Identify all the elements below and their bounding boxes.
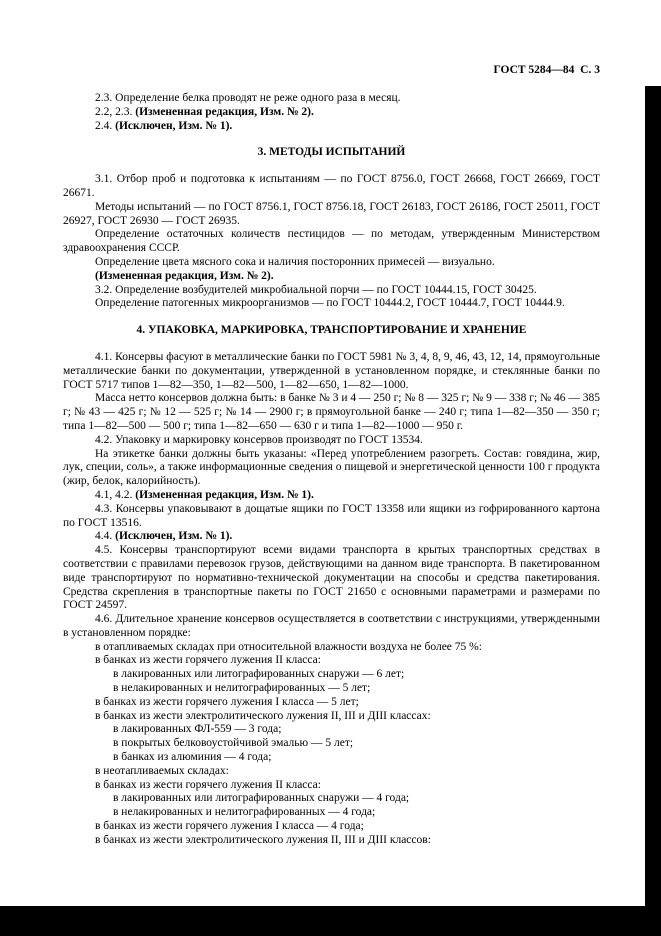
list-item xyxy=(95,696,600,710)
text-run: 4.6. Длительное хранение консервов осуществляется в соответствии с инструкциями, утвержденными в установленном порядке: xyxy=(63,613,600,639)
list-item xyxy=(95,834,600,848)
text-run: в банках из жести горячего лужения I класса — 5 лет; xyxy=(95,695,359,708)
paragraph xyxy=(63,503,600,531)
text-run: в лакированных ФЛ-559 — 3 года; xyxy=(113,723,282,736)
text-run: Методы испытаний — по ГОСТ 8756.1, ГОСТ 8756.18, ГОСТ 26183, ГОСТ 26186, ГОСТ 25011, ГОСТ 26927, ГОСТ 26930 — ГОСТ 26935. xyxy=(63,200,600,227)
paragraph xyxy=(63,351,600,392)
paragraph xyxy=(63,297,600,311)
text-run: Определение цвета мясного сока и наличия посторонних примесей — визуально. xyxy=(95,255,495,268)
text-run: Определение остаточных количеств пестицидов — по методам, утвержденным Министерством здравоохранения СССР. xyxy=(63,228,600,255)
list-item-sub xyxy=(113,806,600,820)
paragraph xyxy=(63,92,600,106)
document-body xyxy=(63,92,600,848)
section-heading xyxy=(63,324,600,338)
paragraph xyxy=(63,228,600,256)
text-run: 4.4. xyxy=(95,530,116,543)
list-item xyxy=(95,765,600,779)
text-run: в банках из жести электролитического лужения II, III и ДIII классов: xyxy=(95,833,431,846)
text-run: 2.4. xyxy=(95,119,116,132)
text-run-bold: (Исключен, Изм. № 1). xyxy=(115,530,233,543)
scan-edge-right xyxy=(645,86,661,936)
paragraph xyxy=(63,530,600,544)
paragraph xyxy=(63,256,600,270)
text-run: в нелакированных и нелитографированных — 4 года; xyxy=(113,806,376,819)
section-heading xyxy=(63,146,600,160)
list-item-sub xyxy=(113,668,600,682)
paragraph xyxy=(63,201,600,229)
text-run: 4.2. Упаковку и маркировку консервов производят по ГОСТ 13534. xyxy=(95,433,423,446)
text-run: в нелакированных и нелитографированных — 5 лет; xyxy=(113,682,371,695)
text-run-bold: (Исключен, Изм. № 1). xyxy=(115,119,233,132)
text-run: Масса нетто консервов должна быть: в банке № 3 и 4 — 250 г; № 8 — 325 г; № 9 — 338 г; № 46 — 385 г; № 43 — 425 г; № 12 — 525 г; № 14 — 2900 г; в прямоугольной банке — 240 г; типа 1—82—350 — 350 г; типа 1—82—500 — 500 г; типа 1—82—650 — 630 г и типа 1—82—1000 — 950 г. xyxy=(63,392,600,432)
text-run: в банках из алюминия — 4 года; xyxy=(113,751,272,764)
text-run: 2.2, 2.3. xyxy=(95,105,136,118)
text-run: 4.1. Консервы фасуют в металлические банки по ГОСТ 5981 № 3, 4, 8, 9, 46, 43, 12, 14, прямоугольные металлические банки по документации, утвержденной в установленном порядке, и стеклянные банки по ГОСТ 5717 типов 1—82—350, 1—82—500, 1—82—650, 1—82—1000. xyxy=(63,350,600,391)
text-run-bold: (Измененная редакция, Изм. № 2). xyxy=(95,269,274,282)
paragraph xyxy=(63,173,600,201)
list-item xyxy=(95,654,600,668)
paragraph xyxy=(63,544,600,613)
text-run: в неотапливаемых складах: xyxy=(95,764,229,777)
text-run: в банках из жести горячего лужения I класса — 4 года; xyxy=(95,820,364,833)
text-run: в лакированных или литографированных снаружи — 4 года; xyxy=(113,792,410,805)
scan-edge-bottom xyxy=(0,906,661,936)
text-run-bold: 3. МЕТОДЫ ИСПЫТАНИЙ xyxy=(257,146,406,159)
paragraph xyxy=(63,434,600,448)
paragraph xyxy=(63,392,600,433)
list-item-sub xyxy=(113,723,600,737)
list-item-sub xyxy=(113,792,600,806)
text-run: 2.3. Определение белка проводят не реже одного раза в месяц. xyxy=(95,92,401,104)
page-header: ГОСТ 5284—84 С. 3 xyxy=(493,64,600,76)
list-item xyxy=(95,820,600,834)
text-run: в банках из жести горячего лужения II класса: xyxy=(95,778,321,791)
text-run: в покрытых белковоустойчивой эмалью — 5 лет; xyxy=(113,737,354,750)
text-run: 3.2. Определение возбудителей микробиальной порчи — по ГОСТ 10444.15, ГОСТ 30425. xyxy=(95,283,537,296)
list-item xyxy=(95,641,600,655)
list-item-sub xyxy=(113,682,600,696)
paragraph xyxy=(63,120,600,134)
paragraph xyxy=(63,489,600,503)
text-run-bold: 4. УПАКОВКА, МАРКИРОВКА, ТРАНСПОРТИРОВАНИЕ И ХРАНЕНИЕ xyxy=(136,324,527,337)
text-run: На этикетке банки должны быть указаны: «Перед употреблением разогреть. Состав: говядина, жир, лук, специи, соль», а также информационные сведения о пищевой и энергетической ценности 100 г продукта (жир, белок, калорийность). xyxy=(63,447,600,488)
text-run-bold: (Измененная редакция, Изм. № 2). xyxy=(135,105,314,118)
text-run-bold: (Измененная редакция, Изм. № 1). xyxy=(135,488,314,501)
text-run: в отапливаемых складах при относительной влажности воздуха не более 75 %: xyxy=(95,640,482,653)
text-run: 4.1, 4.2. xyxy=(95,488,136,501)
text-run: в лакированных или литографированных снаружи — 6 лет; xyxy=(113,668,405,681)
paragraph xyxy=(63,270,600,284)
paragraph xyxy=(63,613,600,641)
paragraph xyxy=(63,284,600,298)
text-run: 3.1. Отбор проб и подготовка к испытаниям — по ГОСТ 8756.0, ГОСТ 26668, ГОСТ 26669, ГОСТ 26671. xyxy=(63,173,600,199)
list-item xyxy=(95,779,600,793)
list-item-sub xyxy=(113,751,600,765)
text-run: 4.3. Консервы упаковывают в дощатые ящики по ГОСТ 13358 или ящики из гофрированного картона по ГОСТ 13516. xyxy=(63,502,600,529)
list-item-sub xyxy=(113,737,600,751)
paragraph xyxy=(63,106,600,120)
text-run: 4.5. Консервы транспортируют всеми видами транспорта в крытых транспортных средствах в соответствии с правилами перевозок грузов, действующими на данном виде транспорта. В пакетированном виде транспортируют по нормативно-технической документации на способы и средства пакетирования. Средства скрепления в транспортные пакеты по ГОСТ 21650 с основными параметрами и размерами по ГОСТ 24597. xyxy=(63,544,600,612)
text-run: в банках из жести горячего лужения II класса: xyxy=(95,654,321,667)
list-item xyxy=(95,710,600,724)
text-run: в банках из жести электролитического лужения II, III и ДIII классах: xyxy=(95,709,431,722)
text-run: Определение патогенных микроорганизмов — по ГОСТ 10444.2, ГОСТ 10444.7, ГОСТ 10444.9. xyxy=(95,297,565,310)
paragraph xyxy=(63,448,600,489)
